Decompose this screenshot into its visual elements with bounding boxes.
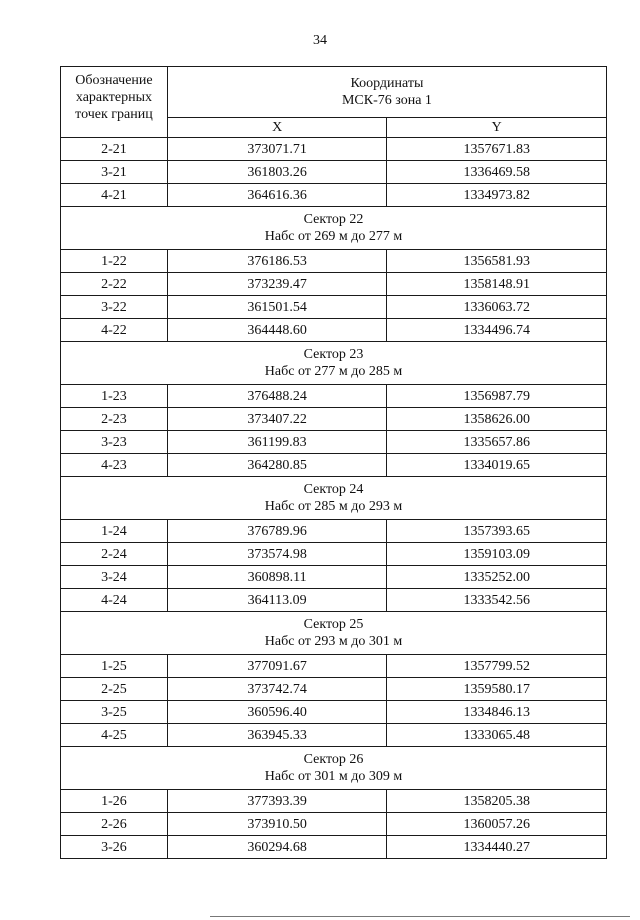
sector-elevation-range: Набс от 301 м до 309 м: [264, 769, 403, 784]
sector-cell: [61, 477, 607, 520]
table-row: [61, 431, 607, 454]
table-row: [61, 273, 607, 296]
x-coordinate-cell: 364616.36: [167, 184, 387, 207]
coordinates-table: [60, 66, 607, 859]
y-coordinate-cell: 1359103.09: [387, 543, 607, 566]
y-coordinate-cell: 1358205.38: [387, 790, 607, 813]
y-coordinate-cell: 1356987.79: [387, 385, 607, 408]
sector-title: Сектор 25: [303, 617, 364, 632]
sector-elevation-range: Набс от 293 м до 301 м: [264, 634, 403, 649]
y-coordinate-cell: 1359580.17: [387, 678, 607, 701]
point-id-cell: 4-24: [61, 589, 168, 612]
y-coordinate-cell: 1357393.65: [387, 520, 607, 543]
sector-elevation-range: Набс от 277 м до 285 м: [264, 364, 403, 379]
table-row: [61, 701, 607, 724]
table-row: [61, 184, 607, 207]
x-coordinate-cell: 373071.71: [167, 138, 387, 161]
table-row: [61, 161, 607, 184]
table-row: [61, 319, 607, 342]
y-coordinate-cell: 1333542.56: [387, 589, 607, 612]
x-coordinate-cell: 377393.39: [167, 790, 387, 813]
table-header: [61, 67, 607, 138]
sector-title: Сектор 24: [303, 482, 364, 497]
point-id-cell: 4-23: [61, 454, 168, 477]
table-row: [61, 678, 607, 701]
y-coordinate-cell: 1358148.91: [387, 273, 607, 296]
sector-cell: [61, 207, 607, 250]
sector-cell: [61, 342, 607, 385]
point-id-cell: 4-25: [61, 724, 168, 747]
y-column-header: Y: [387, 117, 607, 137]
x-coordinate-cell: 377091.67: [167, 655, 387, 678]
table-body: [61, 138, 607, 859]
y-coordinate-cell: 1356581.93: [387, 250, 607, 273]
x-coordinate-cell: 373574.98: [167, 543, 387, 566]
y-coordinate-cell: 1335252.00: [387, 566, 607, 589]
y-coordinate-cell: 1334973.82: [387, 184, 607, 207]
x-coordinate-cell: 373910.50: [167, 813, 387, 836]
point-id-cell: 2-21: [61, 138, 168, 161]
y-coordinate-cell: 1334846.13: [387, 701, 607, 724]
point-id-cell: 2-22: [61, 273, 168, 296]
y-coordinate-cell: 1334019.65: [387, 454, 607, 477]
x-coordinate-cell: 361501.54: [167, 296, 387, 319]
x-coordinate-cell: 373407.22: [167, 408, 387, 431]
sector-row: [61, 342, 607, 385]
table-row: [61, 454, 607, 477]
coordinates-header: [167, 67, 606, 118]
point-id-cell: 1-25: [61, 655, 168, 678]
point-id-cell: 3-25: [61, 701, 168, 724]
table-row: [61, 296, 607, 319]
y-coordinate-cell: 1360057.26: [387, 813, 607, 836]
x-coordinate-cell: 376789.96: [167, 520, 387, 543]
table-row: [61, 385, 607, 408]
x-coordinate-cell: 376488.24: [167, 385, 387, 408]
x-column-header: X: [167, 117, 387, 137]
point-id-cell: 2-26: [61, 813, 168, 836]
point-id-cell: 4-22: [61, 319, 168, 342]
x-coordinate-cell: 361803.26: [167, 161, 387, 184]
x-coordinate-cell: 364113.09: [167, 589, 387, 612]
sector-cell: [61, 747, 607, 790]
x-coordinate-cell: 373742.74: [167, 678, 387, 701]
sector-row: [61, 477, 607, 520]
table-row: [61, 543, 607, 566]
y-coordinate-cell: 1358626.00: [387, 408, 607, 431]
sector-title: Сектор 26: [303, 752, 364, 767]
page-edge-line: [210, 916, 630, 917]
point-id-cell: 2-24: [61, 543, 168, 566]
coordinates-title: Координаты: [350, 75, 424, 91]
y-coordinate-cell: 1334440.27: [387, 836, 607, 859]
coordinate-system: МСК-76 зона 1: [341, 92, 432, 108]
point-id-cell: 1-26: [61, 790, 168, 813]
sector-title: Сектор 22: [303, 212, 364, 227]
point-id-cell: 3-23: [61, 431, 168, 454]
point-id-cell: 2-25: [61, 678, 168, 701]
x-coordinate-cell: 360596.40: [167, 701, 387, 724]
sector-cell: [61, 612, 607, 655]
y-coordinate-cell: 1336063.72: [387, 296, 607, 319]
table-row: [61, 589, 607, 612]
x-coordinate-cell: 376186.53: [167, 250, 387, 273]
point-id-cell: 4-21: [61, 184, 168, 207]
table-row: [61, 813, 607, 836]
y-coordinate-cell: 1357671.83: [387, 138, 607, 161]
table-row: [61, 836, 607, 859]
point-id-cell: 3-21: [61, 161, 168, 184]
sector-elevation-range: Набс от 285 м до 293 м: [264, 499, 403, 514]
point-id-cell: 1-24: [61, 520, 168, 543]
page-number: 34: [313, 33, 327, 48]
point-id-cell: 3-22: [61, 296, 168, 319]
x-coordinate-cell: 373239.47: [167, 273, 387, 296]
table-row: [61, 250, 607, 273]
y-coordinate-cell: 1334496.74: [387, 319, 607, 342]
sector-row: [61, 747, 607, 790]
point-id-cell: 3-24: [61, 566, 168, 589]
sector-title: Сектор 23: [303, 347, 364, 362]
y-coordinate-cell: 1335657.86: [387, 431, 607, 454]
table-row: [61, 408, 607, 431]
sector-elevation-range: Набс от 269 м до 277 м: [264, 229, 403, 244]
table-row: [61, 520, 607, 543]
sector-row: [61, 612, 607, 655]
table-row: [61, 724, 607, 747]
point-label-header: Обозначение характерных точек границ: [61, 67, 168, 138]
y-coordinate-cell: 1336469.58: [387, 161, 607, 184]
point-id-cell: 3-26: [61, 836, 168, 859]
x-coordinate-cell: 360898.11: [167, 566, 387, 589]
table-row: [61, 138, 607, 161]
x-coordinate-cell: 361199.83: [167, 431, 387, 454]
sector-row: [61, 207, 607, 250]
x-coordinate-cell: 360294.68: [167, 836, 387, 859]
table-row: [61, 790, 607, 813]
point-id-cell: 1-22: [61, 250, 168, 273]
x-coordinate-cell: 364448.60: [167, 319, 387, 342]
point-id-cell: 2-23: [61, 408, 168, 431]
table-row: [61, 655, 607, 678]
table-row: [61, 566, 607, 589]
point-id-cell: 1-23: [61, 385, 168, 408]
x-coordinate-cell: 364280.85: [167, 454, 387, 477]
y-coordinate-cell: 1357799.52: [387, 655, 607, 678]
y-coordinate-cell: 1333065.48: [387, 724, 607, 747]
x-coordinate-cell: 363945.33: [167, 724, 387, 747]
